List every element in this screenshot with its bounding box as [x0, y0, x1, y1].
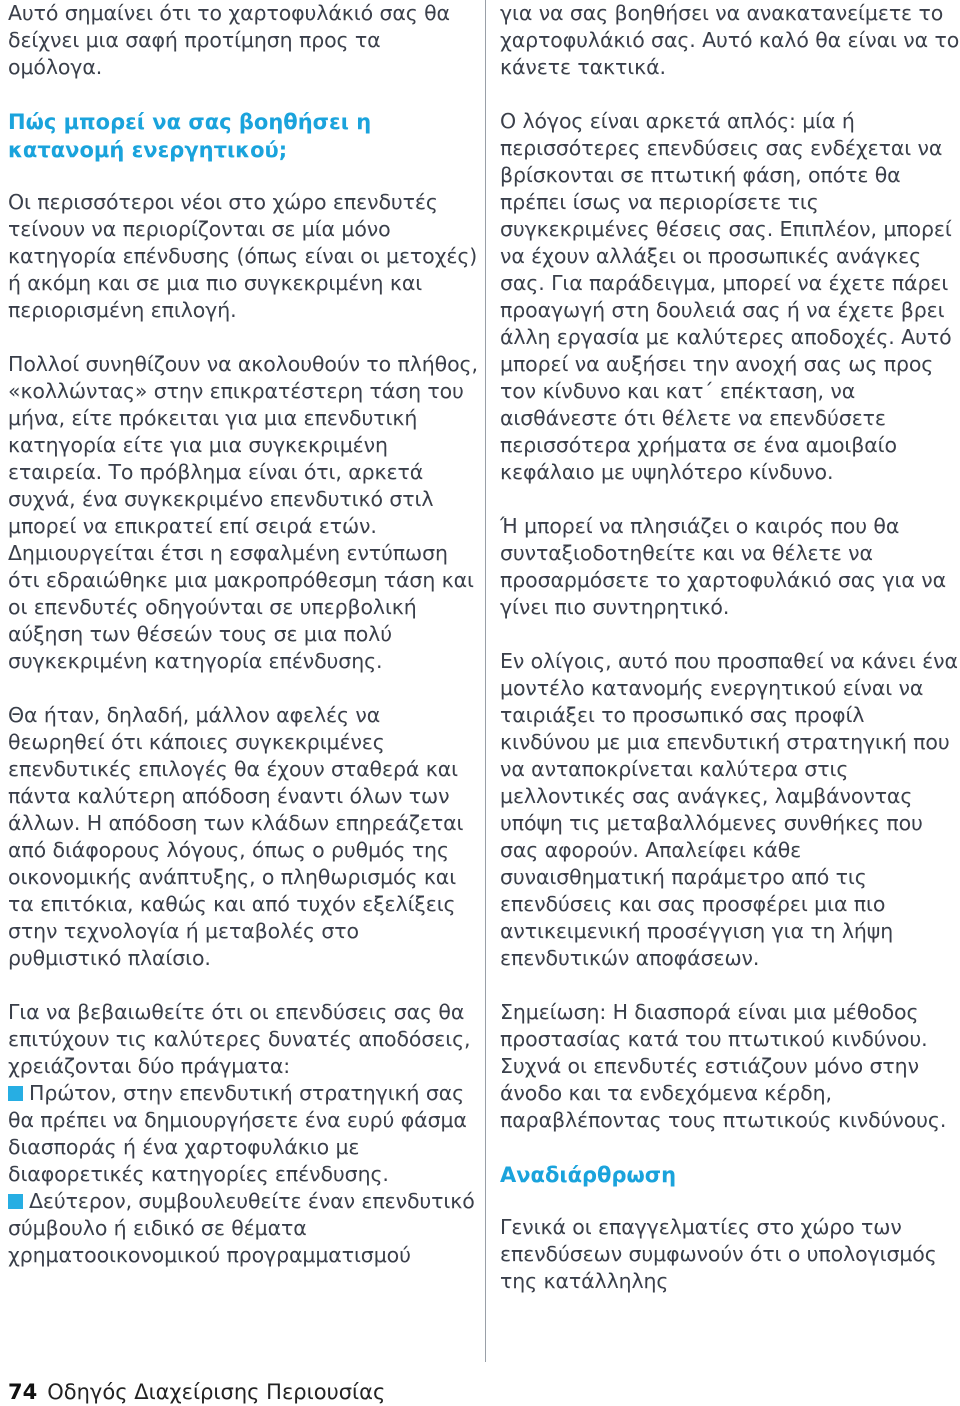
section-heading: Αναδιάρθρωση [500, 1163, 677, 1187]
paragraph: Θα ήταν, δηλαδή, μάλλον αφελές να θεωρηθεί ότι κάποιες συγκεκριμένες επενδυτικές επιλογές θα έχουν σταθερά και πάντα καλύτερη απόδοση έναντι όλων των άλλων. Η απόδοση των κλάδων επηρεάζεται από διάφορους λόγους, όπως ο ρυθμός της οικονομικής ανάπτυξης, ο πληθωρισμός και τα επιτόκια, καθώς και από τυχόν εξελίξεις στην τεχνολογία ή μεταβολές στο ρυθμιστικό πλαίσιο. [8, 703, 464, 970]
paragraph: Οι περισσότεροι νέοι στο χώρο επενδυτές τείνουν να περιορίζονται σε μία μόνο κατηγορία επένδυσης (όπως είναι οι μετοχές) ή ακόμη και σε μια πιο συγκεκριμένη και περιορισμένη επιλογή. [8, 190, 478, 322]
page-footer [8, 1378, 385, 1406]
bullet-item [8, 1188, 478, 1269]
section-heading: Πώς μπορεί να σας βοηθήσει η κατανομή ενεργητικού; [8, 110, 372, 162]
left-column [8, 0, 478, 1269]
paragraph: Γενικά οι επαγγελματίες στο χώρο των επενδύσεων συμφωνούν ότι ο υπολογισμός της κατάλληλης [500, 1215, 937, 1293]
right-column [500, 0, 960, 1322]
bullet-text: Πρώτον, στην επενδυτική στρατηγική σας θα πρέπει να δημιουργήσετε ένα ευρύ φάσμα διασποράς ή ένα χαρτοφυλάκιο με διαφορετικές κατηγορίες επένδυσης. [8, 1081, 467, 1186]
footer-title: Οδηγός Διαχείρισης Περιουσίας [47, 1380, 386, 1404]
column-divider [485, 0, 486, 1362]
bullet-text: Δεύτερον, συμβουλευθείτε έναν επενδυτικό σύμβουλο ή ειδικό σε θέματα χρηματοοικονομικού προγραμματισμού [8, 1189, 475, 1267]
paragraph: Σημείωση: Η διασπορά είναι μια μέθοδος προστασίας κατά του πτωτικού κινδύνου. Συχνά οι επενδυτές εστιάζουν μόνο στην άνοδο και τα ενδεχόμενα κέρδη, παραβλέποντας τους πτωτικούς κινδύνους. [500, 1000, 947, 1132]
square-bullet-icon [8, 1194, 23, 1209]
square-bullet-icon [8, 1086, 23, 1101]
paragraph: Ή μπορεί να πλησιάζει ο καιρός που θα συνταξιοδοτηθείτε και να θέλετε να προσαρμόσετε το χαρτοφυλάκιό σας για να γίνει πιο συντηρητικό. [500, 514, 946, 619]
paragraph: Για να βεβαιωθείτε ότι οι επενδύσεις σας θα επιτύχουν τις καλύτερες δυνατές αποδόσεις, χρειάζονται δύο πράγματα: [8, 1000, 471, 1078]
bullet-item [8, 1080, 478, 1188]
paragraph: Εν ολίγοις, αυτό που προσπαθεί να κάνει ένα μοντέλο κατανομής ενεργητικού είναι να ταιριάξει το προσωπικό σας προφίλ κινδύνου με μια επενδυτική στρατηγική που να ανταποκρίνεται καλύτερα στις μελλοντικές σας ανάγκες, λαμβάνοντας υπόψη τις μεταβαλλόμενες συνθήκες που σας αφορούν. Απαλείφει κάθε συναισθηματική παράμετρο από τις επενδύσεις και σας προσφέρει μια πιο αντικειμενική προσέγγιση για τη λήψη επενδυτικών αποφάσεων. [500, 649, 958, 970]
paragraph: Αυτό σημαίνει ότι το χαρτοφυλάκιό σας θα δείχνει μια σαφή προτίμηση προς τα ομόλογα. [8, 1, 450, 79]
paragraph: για να σας βοηθήσει να ανακατανείμετε το χαρτοφυλάκιό σας. Αυτό καλό θα είναι να το κάνετε τακτικά. [500, 1, 960, 79]
paragraph: Ο λόγος είναι αρκετά απλός: μία ή περισσότερες επενδύσεις σας ενδέχεται να βρίσκονται σε πτωτική φάση, οπότε θα πρέπει ίσως να περιορίσετε τις συγκεκριμένες θέσεις σας. Επιπλέον, μπορεί να έχουν αλλάξει οι προσωπικές ανάγκες σας. Για παράδειγμα, μπορεί να έχετε πάρει προαγωγή στη δουλειά σας ή να έχετε βρει άλλη εργασία με καλύτερες αποδοχές. Αυτό μπορεί να αυξήσει την ανοχή σας ως προς τον κίνδυνο και κατ΄ επέκταση, να αισθάνεστε ότι θέλετε να επενδύσετε περισσότερα χρήματα σε ένα αμοιβαίο κεφάλαιο με υψηλότερο κίνδυνο. [500, 109, 952, 484]
page-number: 74 [8, 1380, 38, 1404]
paragraph: Πολλοί συνηθίζουν να ακολουθούν το πλήθος, «κολλώντας» στην επικρατέστερη τάση του μήνα, είτε πρόκειται για μια επενδυτική κατηγορία είτε για μια συγκεκριμένη εταιρεία. Το πρόβλημα είναι ότι, αρκετά συχνά, ένα συγκεκριμένο επενδυτικό στιλ μπορεί να επικρατεί επί σειρά ετών. Δημιουργείται έτσι η εσφαλμένη εντύπωση ότι εδραιώθηκε μια μακροπρόθεσμη τάση και οι επενδυτές οδηγούνται σε υπερβολική αύξηση των θέσεών τους σε μια πολύ συγκεκριμένη κατηγορία επένδυσης. [8, 352, 478, 673]
